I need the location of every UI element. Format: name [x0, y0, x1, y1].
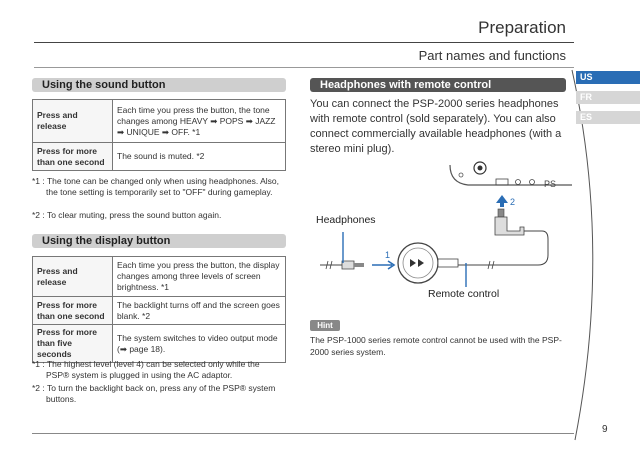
footer-rule [32, 433, 574, 434]
page-number: 9 [602, 424, 608, 435]
language-tab-es[interactable]: ES [576, 111, 640, 124]
table-row [33, 257, 286, 297]
sound-table [32, 99, 286, 171]
headphones-description: You can connect the PSP-2000 series headphones with remote control (sold separately). You can also connect commercially available headphones (with a stereo mini plug). [310, 98, 562, 155]
table-value: Each time you press the button, the tone changes among HEAVY ➡ POPS ➡ JAZZ ➡ UNIQUE ➡ OFF. *1 [113, 100, 286, 143]
table-row [33, 100, 286, 143]
headphone-jack [496, 179, 508, 185]
table-row [33, 143, 286, 171]
arrow-up-icon [496, 195, 508, 203]
footnote: *1 : The highest level (level 4) can be selected only while the PSP® system is plugged in using the AC adaptor. [32, 359, 260, 380]
hint-text: The PSP-1000 series remote control cannot be used with the PSP-2000 series system. [310, 335, 562, 357]
table-value: The system switches to video output mode (➡ page 18). [113, 325, 286, 363]
display-section-title: Using the display button [32, 234, 286, 248]
footnote: *2 : To clear muting, press the sound button again. [32, 210, 222, 220]
psp-logo-text: PS [544, 179, 557, 189]
table-value: Each time you press the button, the display changes among three levels of screen brightness. *1 [113, 257, 286, 297]
table-key: Press and release [33, 257, 113, 297]
footnote: *1 : The tone can be changed only when using headphones. Also, the tone setting is temporarily set to "OFF" during gameplay. [32, 176, 280, 197]
table-value: The sound is muted. *2 [113, 143, 286, 171]
psp-small-led [459, 173, 463, 177]
psp-button-center [478, 166, 483, 171]
footnote: *2 : To turn the backlight back on, press any of the PSP® system buttons. [32, 383, 276, 404]
table-key: Press for more than one second [33, 143, 113, 171]
headphones-diagram [310, 155, 572, 305]
remote-cable-clip [438, 259, 458, 267]
arrow-right-icon [372, 261, 394, 269]
plug-tip [498, 209, 504, 217]
language-tab-us[interactable]: US [576, 71, 640, 84]
table-key: Press and release [33, 100, 113, 143]
display-table [32, 256, 286, 363]
mini-plug-tip [354, 263, 364, 267]
callout-1: 1 [385, 250, 391, 260]
page-subtitle: Part names and functions [418, 48, 566, 63]
table-value: The backlight turns off and the screen goes blank. *2 [113, 297, 286, 325]
table-row [33, 297, 286, 325]
l-plug [495, 217, 524, 235]
psp-port-icon [530, 180, 535, 185]
table-key: Press for more than five seconds [33, 325, 113, 363]
sound-section-title: Using the sound button [32, 78, 286, 92]
page-title: Preparation [478, 18, 566, 37]
arrow-up-stem [500, 202, 504, 207]
table-key: Press for more than one second [33, 297, 113, 325]
callout-2: 2 [510, 197, 516, 207]
header-rule [34, 42, 574, 43]
table-row [33, 325, 286, 363]
language-tab-fr[interactable]: FR [576, 91, 640, 104]
hint-badge: Hint [310, 320, 340, 331]
subheader-rule [34, 67, 574, 68]
headphones-section-title: Headphones with remote control [310, 78, 566, 92]
remote-control-label: Remote control [428, 288, 500, 300]
mini-plug [342, 261, 354, 269]
headphones-label: Headphones [316, 214, 376, 226]
cable [458, 231, 548, 265]
psp-port-icon [516, 180, 521, 185]
